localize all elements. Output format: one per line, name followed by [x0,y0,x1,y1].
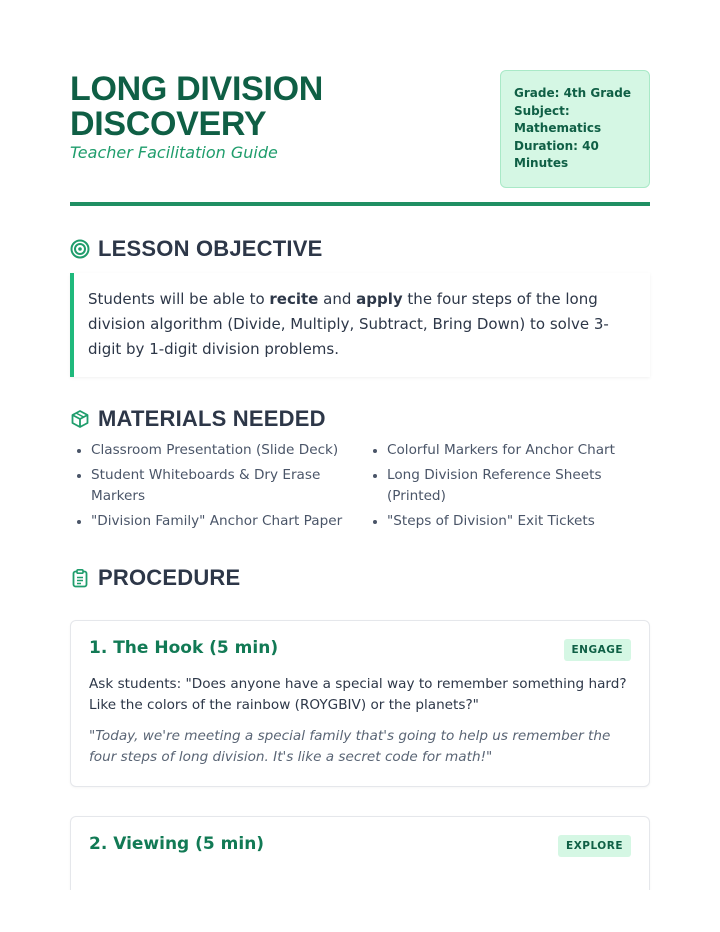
meta-duration-unit: Minutes [514,156,569,170]
lesson-header [70,70,650,200]
page-bottom-mask [0,890,720,932]
objective-heading-label: LESSON OBJECTIVE [98,236,323,261]
objective-bold-apply: apply [356,290,403,308]
materials-heading [70,406,326,432]
header-divider [70,202,650,206]
materials-list [70,440,650,536]
page-title: LONG DIVISION DISCOVERY [70,70,324,143]
list-item: Classroom Presentation (Slide Deck) [70,440,360,461]
step-text: Ask students: "Does anyone have a special way to remember something hard? Like the colors of the rainbow (ROYGBIV) or the planets?" [89,676,627,713]
materials-column-left [70,440,360,536]
meta-duration-label: Duration: 40 [514,138,599,153]
clipboard-icon [70,568,90,588]
meta-grade: Grade: 4th Grade [514,86,631,100]
meta-subject-value: Mathematics [514,121,602,135]
objective-text-2: and [318,290,357,308]
procedure-step-card [70,620,650,787]
status-badge: EXPLORE [558,835,631,857]
procedure-heading-label: PROCEDURE [98,565,241,590]
materials-column-right [360,440,650,536]
status-badge: ENGAGE [564,639,632,661]
step-title: 2. Viewing (5 min) [89,834,265,854]
objective-bold-recite: recite [269,290,319,308]
list-item: Student Whiteboards & Dry Erase Markers [70,465,360,507]
list-item: Long Division Reference Sheets (Printed) [366,465,650,507]
list-item: "Division Family" Anchor Chart Paper [70,511,360,532]
procedure-heading [70,565,240,591]
page-subtitle: Teacher Facilitation Guide [70,143,278,162]
objective-text-1: Students will be able to [88,290,270,308]
meta-subject-label: Subject: [514,103,570,118]
target-icon [70,239,90,259]
materials-heading-label: MATERIALS NEEDED [98,406,326,431]
list-item: "Steps of Division" Exit Tickets [366,511,650,532]
list-item: Colorful Markers for Anchor Chart [366,440,650,461]
box-icon [70,409,90,429]
objective-text-3: the four steps of the long division algorithm (Divide, Multiply, Subtract, Bring Down) to solve 3-digit by 1-digit division problems. [88,290,609,358]
objective-heading [70,236,322,262]
objective-box [70,273,650,377]
step-title: 1. The Hook (5 min) [89,638,279,658]
lesson-meta-box [500,70,650,188]
step-quote: "Today, we're meeting a special family that's going to help us remember the four steps of long division. It's like a secret code for math!" [89,728,611,765]
